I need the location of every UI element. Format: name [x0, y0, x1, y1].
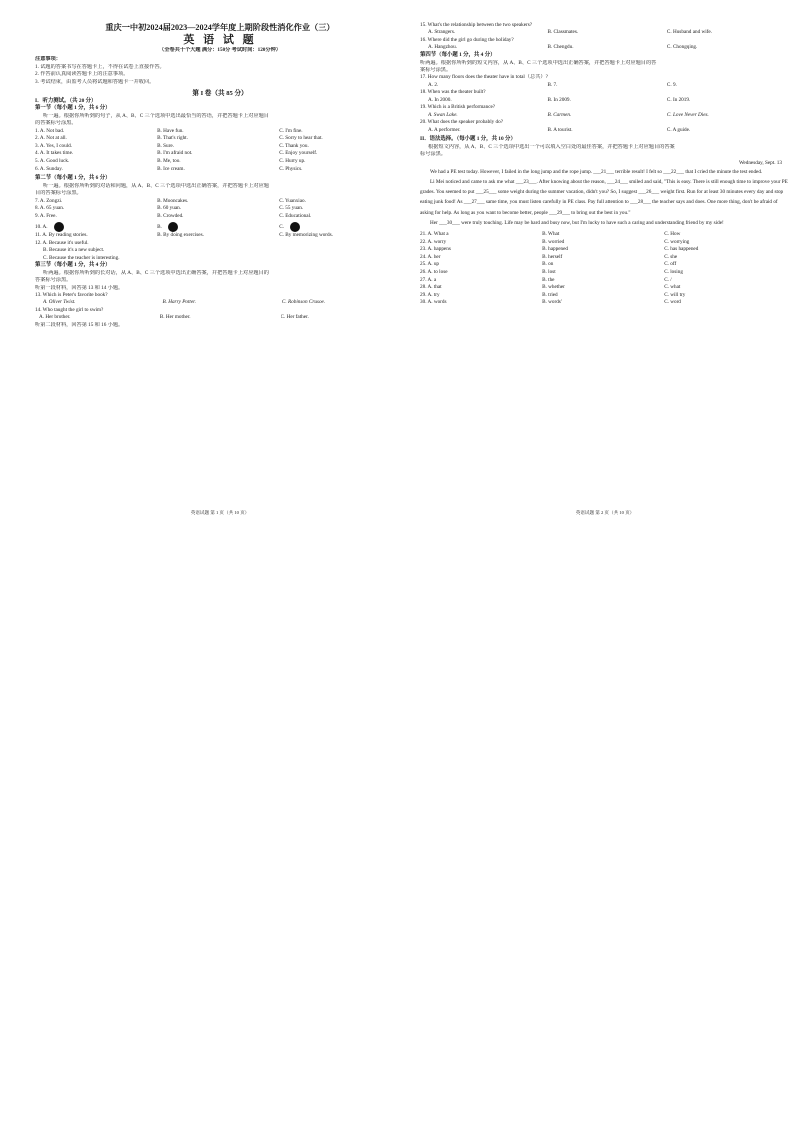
option: B. That's right. — [157, 135, 188, 142]
question-row — [35, 158, 405, 166]
question-row — [35, 314, 405, 322]
option: 11. A. By reading stories. — [35, 232, 88, 239]
exam-page-1 — [35, 22, 405, 522]
option: B. Have fun. — [157, 127, 184, 134]
part-title: 第 I 卷（共 85 分） — [192, 90, 248, 98]
question-stem: 17. How many floors does the theater have in total（总共）? — [420, 74, 548, 81]
option: B. Me, too. — [157, 158, 181, 164]
option: B. Mooncakes. — [157, 197, 189, 204]
option: C. 9. — [666, 81, 677, 88]
section-subheading: 第一节（每小题 1 分，共 6 分） — [35, 105, 111, 112]
question-row — [35, 232, 405, 240]
option: 28. A. that — [420, 284, 442, 291]
instruction: 答案标号涂黑。 — [35, 277, 72, 284]
option: A. 2. — [428, 81, 439, 88]
option: A. A performer. — [428, 126, 461, 133]
option: B. whether — [542, 284, 565, 291]
question-row — [420, 239, 790, 247]
option: B. on — [542, 261, 554, 268]
instruction: 根据短文内容，从 A、B、C 三个选项中选出一个可以填入空白处的最佳答案，并把答题卡上对应题目的答案 — [428, 144, 675, 150]
question-row — [420, 292, 790, 300]
option: B. Carmen. — [547, 111, 572, 118]
section-subheading: 第二节（每小题 1 分，共 6 分） — [35, 175, 111, 182]
option: B. I'm afraid not. — [157, 150, 193, 157]
question-row — [420, 254, 790, 262]
page-footer: 英语试题 第 1 页（共 10 页） — [190, 510, 250, 515]
option: C. Yuanxiao. — [279, 197, 306, 204]
option: C. Sorry to hear that. — [279, 135, 323, 142]
option: 12. A. Because it's useful. — [35, 239, 89, 246]
option: C. Her father. — [280, 314, 309, 321]
option: B. the — [542, 276, 555, 283]
question-row — [420, 231, 790, 239]
note-item: 3. 考试结束，由监考人员将试题和答题卡一并收回。 — [35, 78, 155, 85]
option: C. 55 yuan. — [279, 205, 304, 212]
passage-paragraph: Li Mei noticed and came to ask me what ___23___. After knowing about the reason, ___24___ smiled and said, "This is easy. There is still enough time to improve your PE grades. You seemed to put ___25___ some weight during the summer vacation, didn't you? So, I suggest ___26___ weight first. Run for at least 30 minutes every day and stop eating junk food! As ___27___ same time, you must listen carefully in PE class. Pay full attention to ___28___ the teacher says and does. One more thing, don't be afraid of asking for help. As long as you want to become better, people ___29___ to bring out the best in you." — [420, 179, 788, 216]
question-row — [420, 246, 790, 254]
question-row — [35, 205, 405, 213]
question-row — [420, 97, 790, 105]
option: B. 7. — [547, 81, 558, 88]
option: C. By memorizing words. — [279, 232, 333, 239]
instruction: 听两遍。根据你所听到的短文内容，从 A、B、C 三个选项中选出正确答案，并把答题卡上对应题目的答 — [420, 59, 657, 66]
exam-info: （全卷共十个大题 满分：150分 考试时间：120分钟） — [159, 47, 281, 53]
option: 24. A. her — [420, 253, 441, 260]
option: B. words' — [542, 299, 562, 306]
question-stem: 13. Which is Peter's favorite book? — [35, 292, 108, 298]
option: 6. A. Sunday. — [35, 165, 63, 172]
option: B. — [157, 224, 162, 231]
question-row — [35, 166, 405, 174]
instruction: 听两遍。根据你所听到的长对话，从 A、B、C 三个选项中选出正确答案，并把答题卡上对应题目的 — [43, 269, 269, 276]
option: C. Love Never Dies. — [666, 111, 709, 118]
option: 10. A. — [35, 224, 48, 231]
option: 27. A. a — [420, 276, 437, 283]
option: A. Oliver Twist. — [43, 299, 76, 306]
section-heading: I．听力测试。（共 20 分） — [35, 97, 97, 104]
question-stem: 18. When was the theater built? — [420, 89, 486, 96]
option: B. Harry Potter. — [162, 299, 196, 306]
passage-paragraph: We had a PE test today. However, I failed in the long jump and the rope jump. ___21___ terrible result! I felt so ___22___ that I cried the minute the test ended. — [430, 168, 763, 175]
option: B. What — [542, 231, 560, 238]
option: 23. A. happens — [420, 246, 451, 253]
option: C. Hurry up. — [279, 158, 306, 164]
question-row — [420, 82, 790, 90]
option: B. Her mother. — [159, 314, 191, 321]
picture-option-icon — [168, 222, 178, 232]
option: 25. A. up — [420, 261, 440, 268]
option: A. Her brother. — [39, 314, 71, 321]
option: 22. A. worry — [420, 238, 447, 245]
section-subheading: 第四节（每小题 1 分，共 4 分） — [420, 52, 496, 58]
option: C. How — [664, 231, 681, 238]
option: C. has happened — [664, 246, 699, 253]
option: 2. A. Not at all. — [35, 135, 67, 142]
question-stem: 15. What's the relationship between the two speakers? — [420, 22, 533, 28]
option: B. Chengdu. — [547, 44, 574, 51]
option: B. Because it's a new subject. — [43, 247, 105, 254]
instruction: 案标号涂黑。 — [420, 67, 452, 73]
option: 7. A. Zongzi. — [35, 197, 63, 204]
option: C. Chongqing. — [666, 44, 698, 51]
question-row — [420, 112, 790, 120]
option: B. In 2009. — [547, 96, 571, 103]
instruction: 目的答案标号涂黑。 — [35, 190, 82, 197]
option: C. Because the teacher is interesting. — [43, 254, 120, 261]
option: B. happened — [542, 246, 569, 253]
option: B. 60 yuan. — [157, 205, 182, 212]
option: C. In 2019. — [666, 96, 691, 103]
option: C. off — [664, 261, 677, 268]
option: B. herself — [542, 253, 563, 260]
option: C. worrying — [664, 238, 690, 245]
picture-option-icon — [290, 222, 300, 232]
section-subheading: 第三节（每小题 1 分，共 4 分） — [35, 262, 111, 269]
option: A. In 2000. — [428, 96, 452, 103]
option: C. Educational. — [279, 212, 312, 219]
option: C. Enjoy yourself. — [279, 150, 318, 157]
option: B. lost — [542, 269, 556, 275]
option: A. Strangers. — [428, 29, 456, 36]
option: C. Robinson Crusoe. — [281, 299, 326, 306]
option: 3. A. Yes, I could. — [35, 142, 73, 149]
option: C. she — [664, 253, 678, 260]
option: C. Physics. — [279, 165, 303, 172]
question-row — [420, 127, 790, 135]
question-row — [420, 44, 790, 52]
option: 21. A. What a — [420, 231, 449, 238]
option: B. Classmates. — [547, 29, 579, 36]
exam-page-2 — [420, 22, 790, 522]
question-stem: 16. Where did the girl go during the holiday? — [420, 37, 514, 43]
diary-date: Wednesday, Sept. 13 — [738, 159, 782, 166]
question-row — [35, 135, 405, 143]
option: B. tried — [542, 291, 558, 298]
option: A. Hangzhou. — [428, 44, 457, 51]
option: C. word — [664, 299, 681, 306]
option: B. A tourist. — [547, 126, 573, 133]
instruction: 的答案标号涂黑。 — [35, 120, 77, 127]
question-stem: 19. Which is a British performance? — [420, 104, 496, 111]
section-heading: II．语法选择。（每小题 1 分，共 10 分） — [420, 136, 516, 143]
question-row — [35, 128, 405, 136]
question-row — [420, 277, 790, 285]
option: 4. A. It takes time. — [35, 150, 74, 157]
note-item: 2. 作答前认真阅读答题卡上的注意事项。 — [35, 71, 129, 78]
material-lead: 听第二段材料，回答第 15 和 16 小题。 — [35, 322, 124, 328]
passage-paragraph: Her ___30___ were truly touching. Life may be hard and busy now, but I'm lucky to have such a caring and understanding friend by my side! — [430, 219, 724, 226]
question-row — [420, 284, 790, 292]
option: B. Sure. — [157, 142, 174, 149]
grammar-options — [420, 231, 790, 307]
option: B. Ice cream. — [157, 165, 185, 172]
option: A. Swan Lake. — [428, 111, 458, 118]
option: C. I'm fine. — [279, 127, 303, 134]
instruction: 听一遍。根据你所听到的句子，从 A、B、C 三个选项中选出最恰当的答语，并把答题卡上对应题目 — [43, 112, 269, 119]
question-row — [35, 213, 405, 221]
question-row — [35, 143, 405, 151]
option: 30. A. words — [420, 299, 447, 306]
question-row — [35, 299, 405, 307]
option: B. worried — [542, 238, 565, 245]
option: 26. A. to lose — [420, 269, 448, 275]
picture-option-icon — [54, 222, 64, 232]
option: C. losing — [664, 269, 683, 275]
option: B. By doing exercises. — [157, 232, 204, 239]
option: C. A guide. — [666, 126, 691, 133]
instruction: 标号涂黑。 — [420, 151, 446, 158]
question-row — [420, 29, 790, 37]
option: C. Thank you. — [279, 142, 309, 149]
question-row — [420, 299, 790, 307]
option: 5. A. Good luck. — [35, 158, 70, 164]
question-stem: 20. What does the speaker probably do? — [420, 119, 504, 126]
option: 9. A. Free. — [35, 212, 57, 219]
option: 1. A. Not bad. — [35, 127, 65, 134]
note-item: 1. 试题的答案书写在答题卡上，不得在试卷上直接作答。 — [35, 63, 165, 70]
question-stem: 14. Who taught the girl to swim? — [35, 307, 104, 313]
option: B. Crowded. — [157, 212, 184, 219]
option: C. will try — [664, 291, 686, 298]
option: 8. A. 65 yuan. — [35, 205, 65, 212]
option: C. — [279, 224, 284, 231]
exam-title: 重庆一中初2024届2023—2024学年度上期阶段性消化作业（三） — [105, 23, 335, 32]
option: C. Husband and wife. — [666, 29, 713, 36]
page-footer: 英语试题 第 2 页（共 10 页） — [575, 510, 635, 515]
question-row — [420, 261, 790, 269]
option: C. what — [664, 284, 681, 291]
instruction: 听一遍。根据你所听到的对话和问题，从 A、B、C 三个选项中选出正确答案，并把答题卡上对应题 — [43, 182, 269, 189]
notes-title: 注意事项： — [35, 56, 61, 63]
question-row — [420, 269, 790, 277]
question-row — [35, 198, 405, 206]
question-row — [35, 150, 405, 158]
option: C. / — [664, 276, 672, 283]
picture-question-row — [35, 222, 405, 232]
option: 29. A. try — [420, 291, 440, 298]
exam-subtitle: 英 语 试 题 — [183, 34, 257, 46]
material-lead: 听第一段材料，回答第 13 和 14 小题。 — [35, 284, 124, 291]
